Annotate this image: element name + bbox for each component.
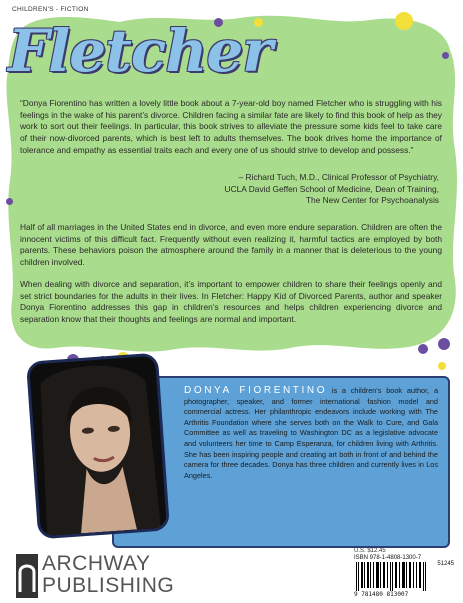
attribution-line: – Richard Tuch, M.D., Clinical Professor of Psychiatry, — [238, 172, 439, 182]
book-title: Fletcher — [8, 17, 272, 85]
decorative-dot — [442, 52, 449, 59]
decorative-dot — [438, 362, 446, 370]
barcode-number: 9 781480 813007 — [354, 591, 409, 598]
attribution-line: The New Center for Psychoanalysis — [305, 195, 439, 206]
description-paragraph: When dealing with divorce and separation, it’s important to empower children to share their feelings openly and set strict boundaries for the adults in their lives. In Fletcher: Happy Kid of Divorced Parents, author and speaker Donya Fiorentino addresses this gap in children’s resources and helps children experiencing divorce and separation know that their thoughts and feelings are normal and important. — [20, 279, 442, 325]
decorative-dot — [6, 198, 13, 205]
author-portrait-image — [29, 356, 167, 536]
review-quote: “Donya Fiorentino has written a lovely little book about a 7-year-old boy named Fletcher who is struggling with his feelings in the wake of his parent’s divorce. Children facing a similar fate are likely to find this book of help as they work to sort out their feelings. In particular, this book strives to alleviate the pressure some kids feel to take care of their now-divorced parents, which is best left to adults themselves. The book drives home the importance of tolerance and empathy as essential traits each and every one of us should strive to develop and possess.” — [20, 98, 442, 155]
author-bio — [184, 386, 438, 481]
author-name: DONYA FIORENTINO — [184, 385, 328, 396]
price-code-label: 51245 — [437, 561, 454, 567]
description-paragraph: Half of all marriages in the United States end in divorce, and even more endure separation. Children are often the innocent victims of this difficult fact. Frequently without even realizing it, harmful tactics are employed by both parents. These behaviors poison the atmosphere around the family in a manner that is deleterious to the young children involved. — [20, 222, 442, 268]
quote-attribution — [139, 172, 439, 207]
attribution-line: UCLA David Geffen School of Medicine, Dean of Training, — [224, 183, 439, 194]
author-photo — [26, 353, 170, 540]
decorative-dot — [395, 12, 413, 30]
decorative-dot — [418, 344, 428, 354]
decorative-dot — [438, 338, 450, 350]
barcode — [354, 555, 454, 599]
category-label: CHILDREN'S - FICTION — [12, 6, 89, 13]
publisher-name-line-1: ARCHWAY — [42, 552, 151, 575]
archway-logo-icon — [16, 554, 38, 603]
author-bio-text: is a children’s book author, a photographer, speaker, and former international fashion model and commercial actress. Her philanthropic endeavors include working with The Arthritis Foundation where she serves both on the Walk to Cure, and Gala Committee as well as traveling to Washington DC as a legislative advocate and volunteers her time to Camp Esperanza, for children living with Arthritis. She has been inspiring people and creating art both in front of and behind the camera for three decades. Donya has three children and currently lives in Los Angeles. — [184, 386, 438, 480]
barcode-bars — [354, 562, 454, 591]
price-label: U.S. $12.45 — [354, 548, 386, 554]
isbn-label: ISBN 978-1-4808-1300-7 — [354, 555, 422, 561]
publisher-name-line-2: PUBLISHING — [42, 574, 175, 597]
